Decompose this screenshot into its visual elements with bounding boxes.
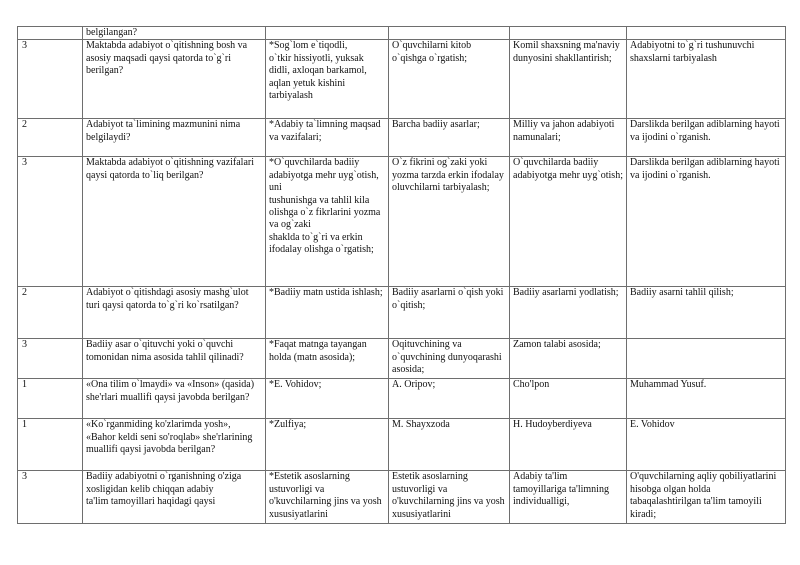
correct-answer-cell: *Faqat matnga tayangan holda (matn asosida); bbox=[266, 339, 389, 379]
answer-c-cell: O`quvchilarda badiiy adabiyotga mehr uyg`otish; bbox=[510, 157, 627, 287]
answer-d-cell: Darslikda berilgan adiblarning hayoti va ijodini o`rganish. bbox=[627, 157, 786, 287]
answer-d-cell bbox=[627, 27, 786, 40]
answer-c-cell: Badiiy asarlarni yodlatish; bbox=[510, 287, 627, 339]
answer-c-cell: Adabiy ta'lim tamoyillariga ta'limning individualligi, bbox=[510, 471, 627, 524]
correct-answer-cell: *E. Vohidov; bbox=[266, 379, 389, 419]
score-cell: 2 bbox=[18, 119, 83, 157]
answer-b-cell: O`z fikrini og`zaki yoki yozma tarzda erkin ifodalay oluvchilarni tarbiyalash; bbox=[389, 157, 510, 287]
correct-answer-cell: *Sog`lom e`tiqodli, o`tkir hissiyotli, yuksak didli, axloqan barkamol, aqlan yetuk kishini tarbiyalash bbox=[266, 40, 389, 119]
test-questions-table bbox=[17, 26, 786, 524]
question-cell: Maktabda adabiyot o`qitishning bosh va asosiy maqsadi qaysi qatorda to`g`ri berilgan? bbox=[83, 40, 266, 119]
answer-b-cell: A. Oripov; bbox=[389, 379, 510, 419]
answer-d-cell: Badiiy asarni tahlil qilish; bbox=[627, 287, 786, 339]
answer-b-cell: Oqituvchining va o`quvchining dunyoqarashi asosida; bbox=[389, 339, 510, 379]
answer-b-cell bbox=[389, 27, 510, 40]
score-cell: 3 bbox=[18, 40, 83, 119]
answer-b-cell: Barcha badiiy asarlar; bbox=[389, 119, 510, 157]
question-cell: Maktabda adabiyot o`qitishning vazifalari qaysi qatorda to`liq berilgan? bbox=[83, 157, 266, 287]
table-row bbox=[18, 157, 786, 287]
table-row bbox=[18, 419, 786, 471]
correct-answer-cell: *Zulfiya; bbox=[266, 419, 389, 471]
correct-answer-cell: *Adabiy ta`limning maqsad va vazifalari; bbox=[266, 119, 389, 157]
score-cell: 3 bbox=[18, 471, 83, 524]
question-cell: «Ko`rganmiding ko'zlarimda yosh», «Bahor keldi seni so'roqlab» she'rlarining muallifi qaysi javobda berilgan? bbox=[83, 419, 266, 471]
answer-c-cell: Cho'lpon bbox=[510, 379, 627, 419]
correct-answer-cell: *O`quvchilarda badiiy adabiyotga mehr uyg`otish, uni tushunishga va tahlil kila olishga o`z fikrlarini yozma va og`zaki shaklda to`g`ri va erkin ifodalay olishga o`rgatish; bbox=[266, 157, 389, 287]
document-page bbox=[17, 26, 786, 524]
answer-d-cell: O'quvchilarning aqliy qobiliyatlarini hisobga olgan holda tabaqalashtirilgan ta'lim tamoyili kiradi; bbox=[627, 471, 786, 524]
answer-c-cell: Milliy va jahon adabiyoti namunalari; bbox=[510, 119, 627, 157]
answer-d-cell: Darslikda berilgan adiblarning hayoti va ijodini o`rganish. bbox=[627, 119, 786, 157]
answer-c-cell: H. Hudoyberdiyeva bbox=[510, 419, 627, 471]
answer-c-cell: Komil shaxsning ma'naviy dunyosini shakllantirish; bbox=[510, 40, 627, 119]
question-cell: Badiiy adabiyotni o`rganishning o'ziga xosligidan kelib chiqqan adabiy ta'lim tamoyillari haqidagi qaysi bbox=[83, 471, 266, 524]
answer-c-cell: Zamon talabi asosida; bbox=[510, 339, 627, 379]
answer-b-cell: O`quvchilarni kitob o`qishga o`rgatish; bbox=[389, 40, 510, 119]
score-cell: 3 bbox=[18, 157, 83, 287]
answer-b-cell: M. Shayxzoda bbox=[389, 419, 510, 471]
table-row bbox=[18, 119, 786, 157]
correct-answer-cell: *Badiiy matn ustida ishlash; bbox=[266, 287, 389, 339]
score-cell: 1 bbox=[18, 419, 83, 471]
table-row bbox=[18, 27, 786, 40]
score-cell: 3 bbox=[18, 339, 83, 379]
score-cell: 2 bbox=[18, 287, 83, 339]
score-cell: 1 bbox=[18, 379, 83, 419]
question-cell: Adabiyot ta`limining mazmunini nima belgilaydi? bbox=[83, 119, 266, 157]
answer-d-cell: E. Vohidov bbox=[627, 419, 786, 471]
correct-answer-cell bbox=[266, 27, 389, 40]
table-row bbox=[18, 287, 786, 339]
table-row bbox=[18, 379, 786, 419]
question-cell: Badiiy asar o`qituvchi yoki o`quvchi tomonidan nima asosida tahlil qilinadi? bbox=[83, 339, 266, 379]
correct-answer-cell: *Estetik asoslarning ustuvorligi va o'kuvchilarning jins va yosh xususiyatlarini bbox=[266, 471, 389, 524]
table-row bbox=[18, 40, 786, 119]
answer-c-cell bbox=[510, 27, 627, 40]
table-row bbox=[18, 471, 786, 524]
question-cell: Adabiyot o`qitishdagi asosiy mashg`ulot turi qaysi qatorda to`g`ri ko`rsatilgan? bbox=[83, 287, 266, 339]
question-cell: belgilangan? bbox=[83, 27, 266, 40]
question-cell: «Ona tilim o`lmaydi» va «Inson» (qasida) she'rlari muallifi qaysi javobda berilgan? bbox=[83, 379, 266, 419]
answer-b-cell: Estetik asoslarning ustuvorligi va o'kuvchilarning jins va yosh xususiyatlarini bbox=[389, 471, 510, 524]
answer-d-cell bbox=[627, 339, 786, 379]
score-cell bbox=[18, 27, 83, 40]
table-row bbox=[18, 339, 786, 379]
answer-d-cell: Muhammad Yusuf. bbox=[627, 379, 786, 419]
answer-b-cell: Badiiy asarlarni o`qish yoki o`qitish; bbox=[389, 287, 510, 339]
answer-d-cell: Adabiyotni to`g`ri tushunuvchi shaxslarni tarbiyalash bbox=[627, 40, 786, 119]
